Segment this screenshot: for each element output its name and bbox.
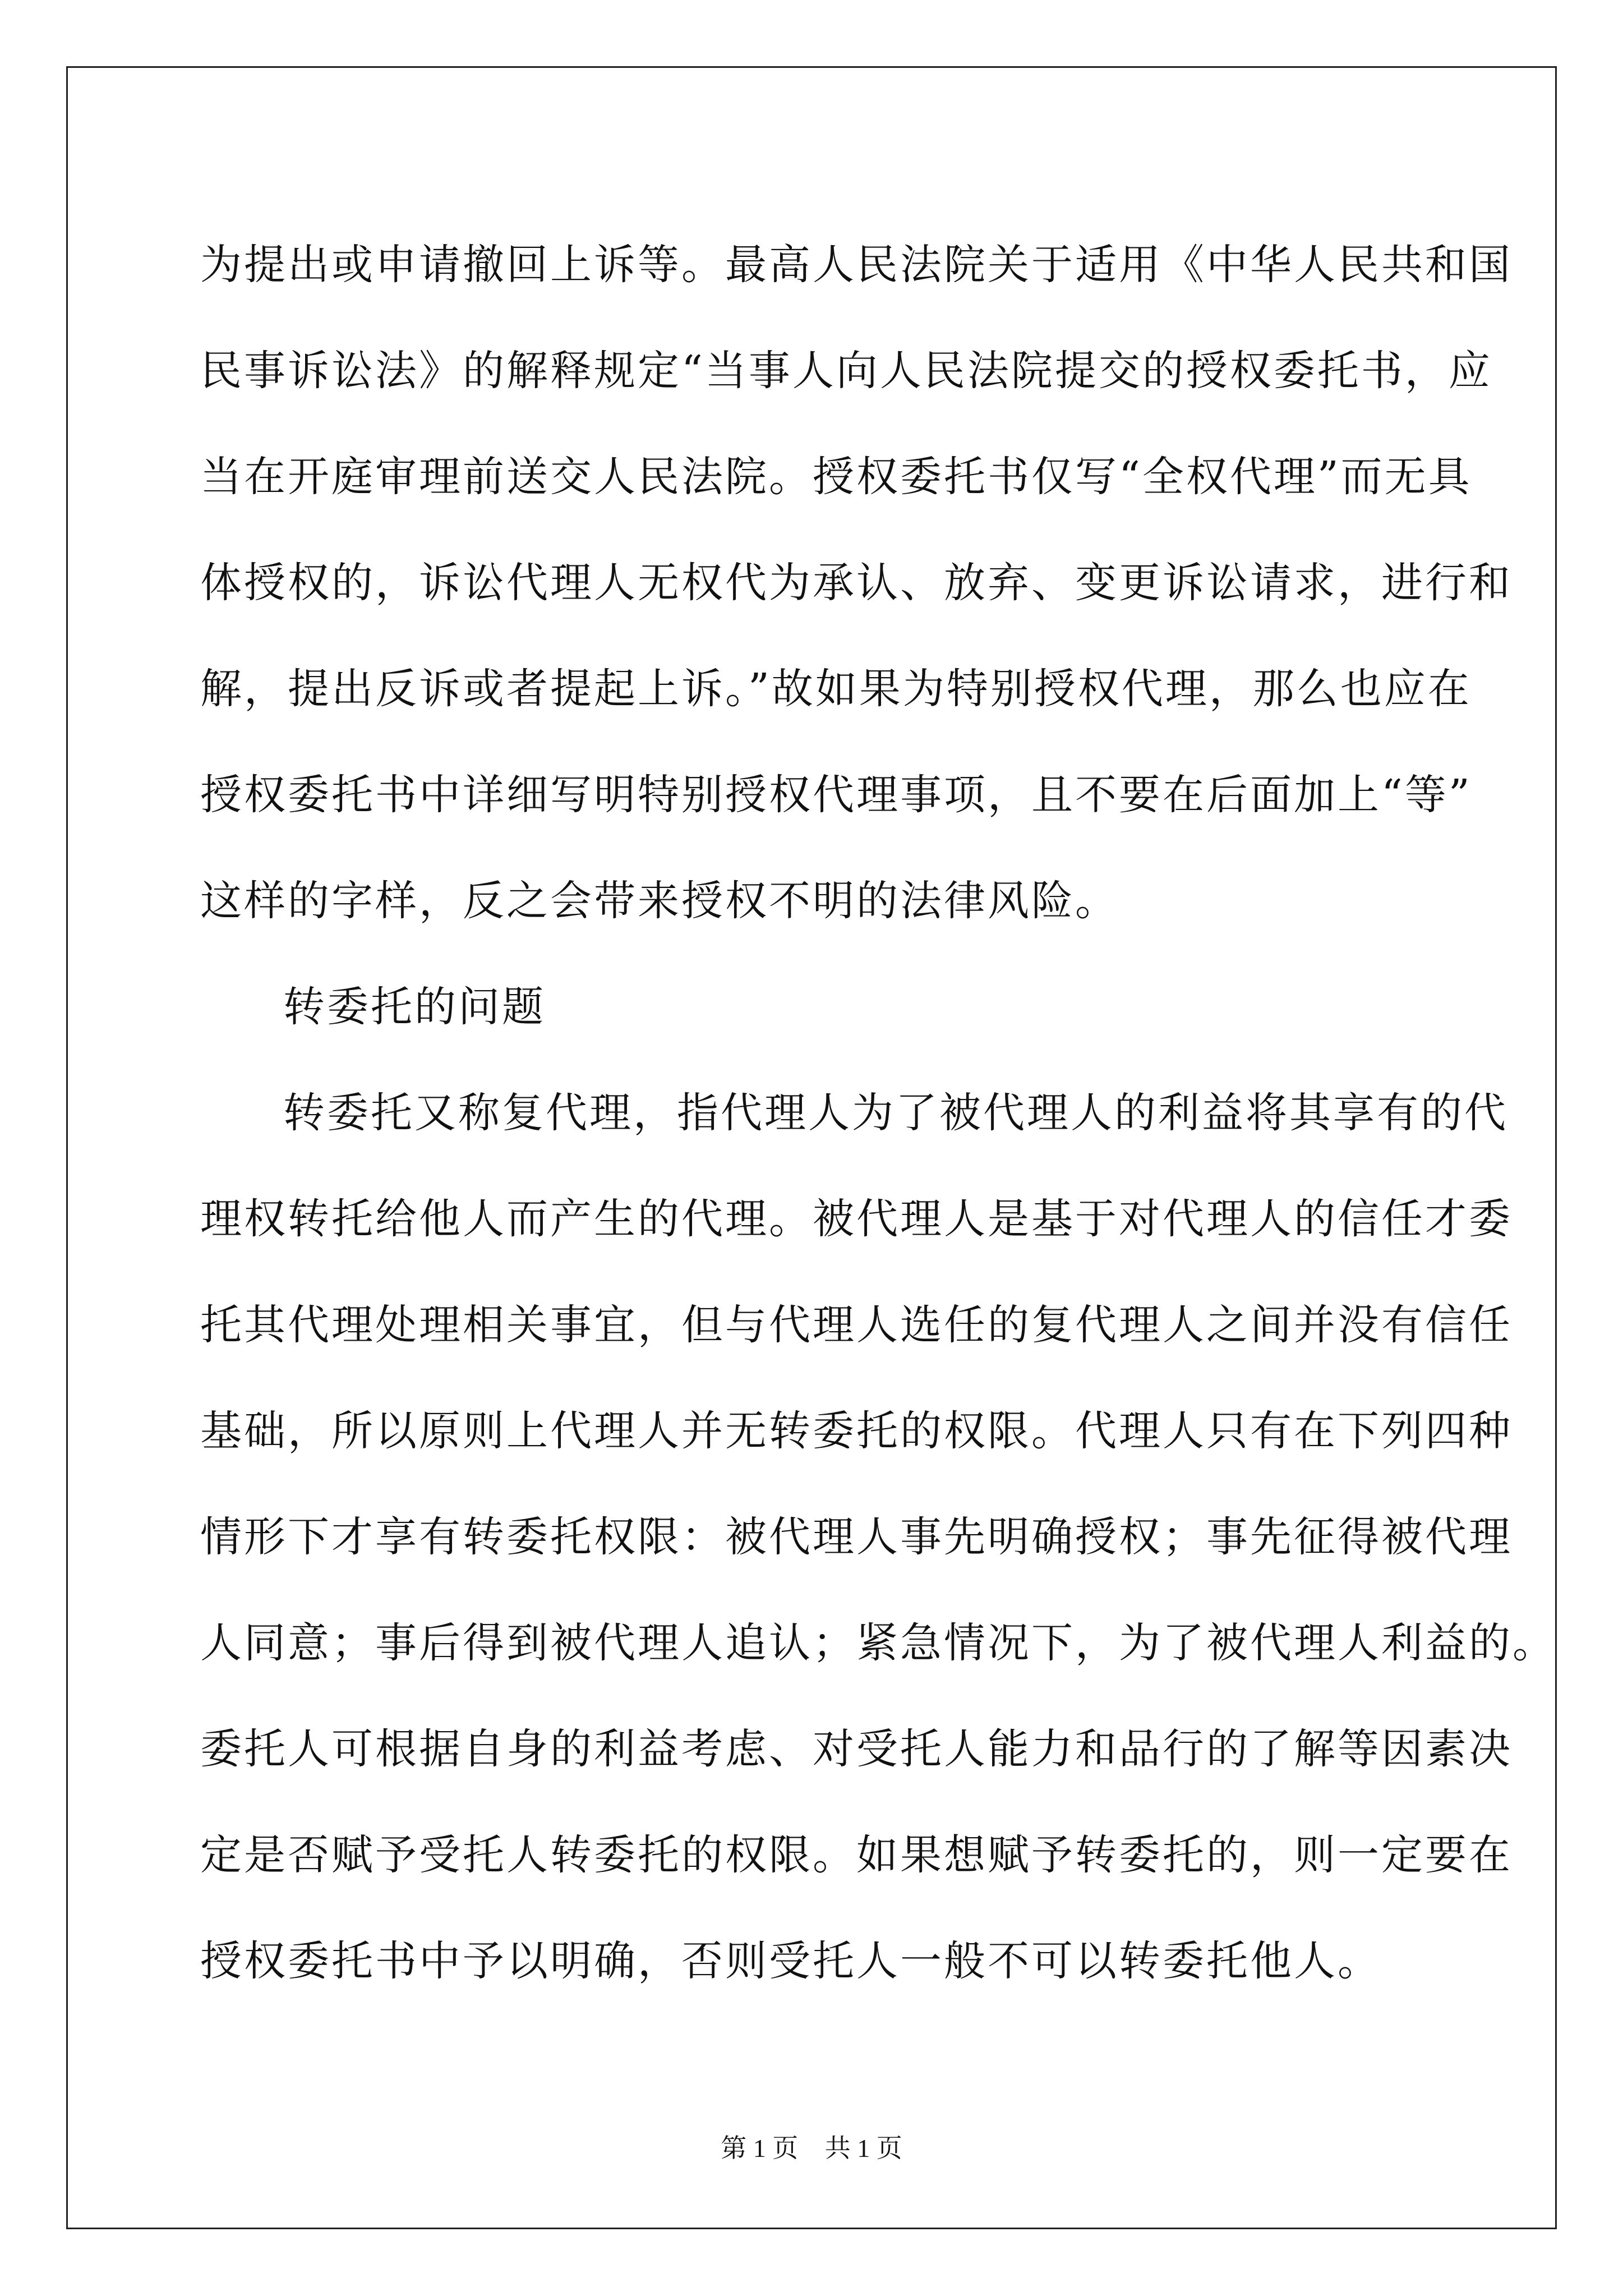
text-line: 授权委托书中详细写明特别授权代理事项，且不要在后面加上“等” xyxy=(200,771,1472,819)
text-line: 解，提出反诉或者提起上诉。”故如果为特别授权代理，那么也应在 xyxy=(200,665,1472,713)
text-line: 民事诉讼法》的解释规定“当事人向人民法院提交的授权委托书，应 xyxy=(200,347,1492,395)
text-line: 这样的字样，反之会带来授权不明的法律风险。 xyxy=(200,877,1119,925)
text-line: 基础，所以原则上代理人并无转委托的权限。代理人只有在下列四种 xyxy=(200,1407,1513,1455)
text-line: 情形下才享有转委托权限：被代理人事先明确授权；事先征得被代理 xyxy=(200,1513,1513,1561)
page-total: 共 1 页 xyxy=(824,2134,902,2162)
text-line: 为提出或申请撤回上诉等。最高人民法院关于适用《中华人民共和国 xyxy=(200,241,1513,289)
text-line: 理权转托给他人而产生的代理。被代理人是基于对代理人的信任才委 xyxy=(200,1195,1513,1243)
page-footer xyxy=(0,2132,1623,2165)
text-line: 委托人可根据自身的利益考虑、对受托人能力和品行的了解等因素决 xyxy=(200,1725,1513,1773)
page-number: 第 1 页 xyxy=(721,2134,799,2162)
text-line: 当在开庭审理前送交人民法院。授权委托书仅写“全权代理”而无具 xyxy=(200,453,1472,501)
document-body xyxy=(200,212,1556,2014)
section-heading: 转委托的问题 xyxy=(283,983,546,1031)
text-line: 定是否赋予受托人转委托的权限。如果想赋予转委托的，则一定要在 xyxy=(200,1831,1513,1879)
text-line: 转委托又称复代理，指代理人为了被代理人的利益将其享有的代 xyxy=(283,1089,1508,1137)
text-line: 托其代理处理相关事宜，但与代理人选任的复代理人之间并没有信任 xyxy=(200,1301,1513,1349)
text-line: 体授权的，诉讼代理人无权代为承认、放弃、变更诉讼请求，进行和 xyxy=(200,559,1513,607)
text-line: 人同意；事后得到被代理人追认；紧急情况下，为了被代理人利益的。 xyxy=(200,1619,1556,1667)
text-line: 授权委托书中予以明确，否则受托人一般不可以转委托他人。 xyxy=(200,1937,1381,1985)
